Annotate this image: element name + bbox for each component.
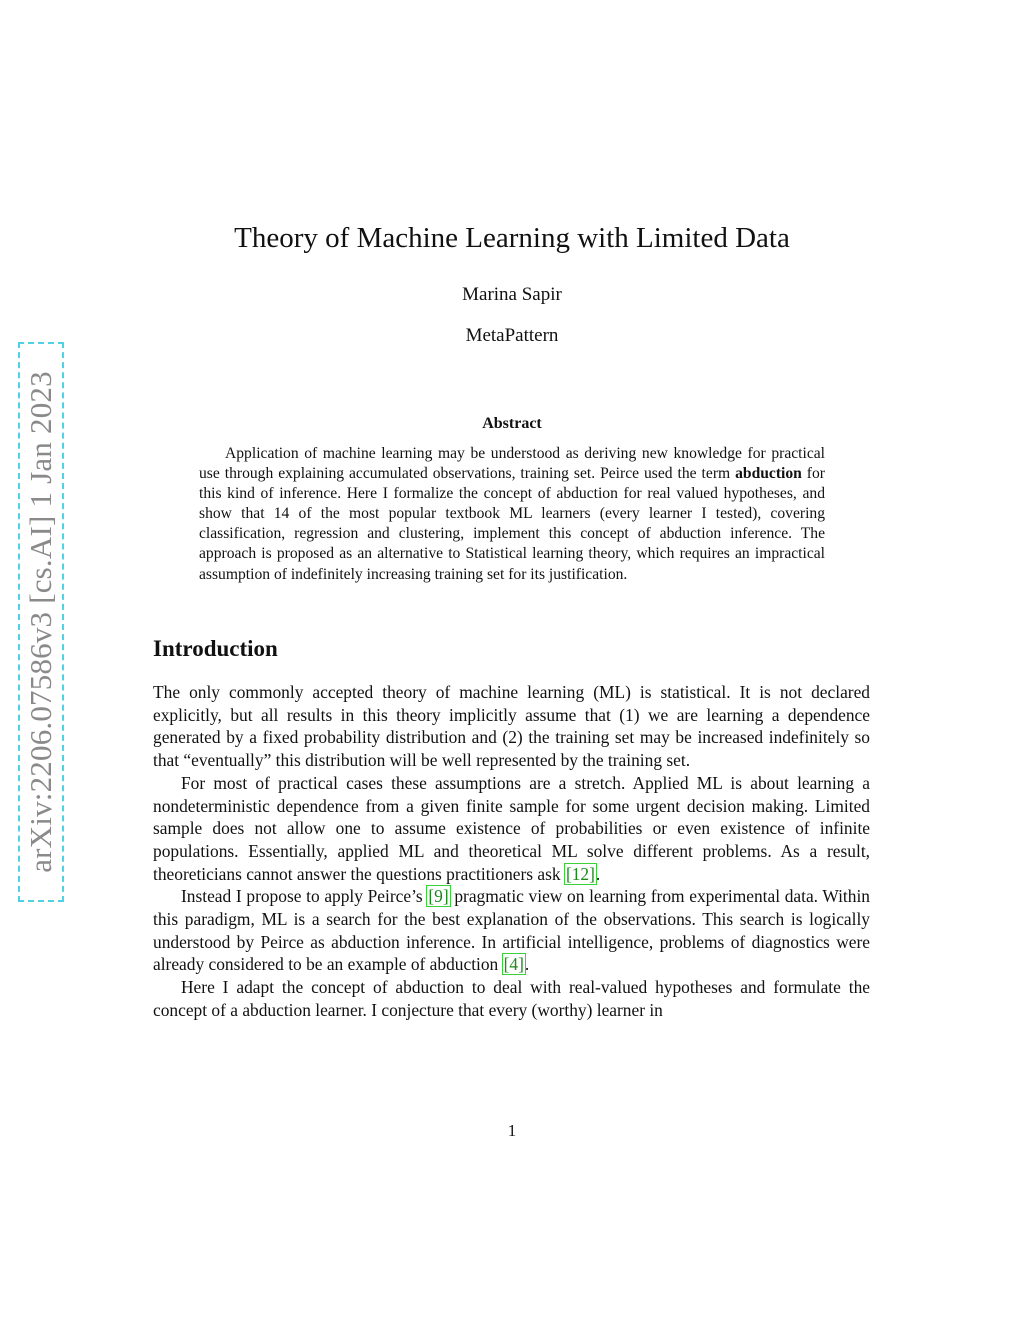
paragraph-2: [153, 772, 870, 886]
author-name: Marina Sapir: [462, 284, 562, 305]
abstract-heading: Abstract: [482, 415, 542, 432]
abstract-bold-term: abduction: [735, 465, 802, 483]
paragraph-3-text-a: Instead I propose to apply Peirce’s: [181, 886, 428, 907]
citation-link-9[interactable]: [9]: [428, 886, 449, 907]
paragraph-2-end: .: [595, 863, 601, 884]
page-number: 1: [507, 1121, 517, 1140]
paragraph-3: [153, 885, 870, 976]
paragraph-3-text-b: pragmatic view on learning from experimental data. Within this paradigm, ML is a search for the best explanation of the observations. This search is logically understood by Peirce as abduction inference. In artificial intelligence, problems of diagnostics were already considered to be an example of abduction: [153, 886, 870, 975]
paper-title: Theory of Machine Learning with Limited Data: [234, 222, 790, 254]
arxiv-stamp-text: arXiv:2206.07586v3 [cs.AI] 1 Jan 2023: [23, 371, 58, 873]
author-affiliation: MetaPattern: [465, 325, 559, 346]
section-heading-introduction: Introduction: [153, 636, 278, 661]
paragraph-4: Here I adapt the concept of abduction to deal with real-valued hypotheses and formulate the concept of a abduction learner. I conjecture that every (worthy) learner in: [153, 977, 870, 1020]
citation-link-4[interactable]: [4]: [503, 954, 524, 975]
citation-link-12[interactable]: [12]: [565, 863, 595, 884]
introduction-body: [153, 681, 870, 1022]
abstract-body: [199, 444, 825, 585]
paragraph-3-end: .: [524, 954, 530, 975]
paragraph-2-text: For most of practical cases these assumptions are a stretch. Applied ML is about learning a nondeterministic dependence from a given finite sample for some urgent decision making. Limited sample does not allow one to assume existence of probabilities or even existence of infinite populations. Essentially, applied ML and theoretical ML solve different problems. As a result, theoreticians cannot answer the questions practitioners ask: [153, 772, 870, 884]
abstract-text-part1: Application of machine learning may be understood as deriving new knowledge for practical use through explaining accumulated observations, training set. Peirce used the term: [199, 445, 825, 483]
abstract-text-part2: for this kind of inference. Here I formalize the concept of abduction for real valued hypotheses, and show that 14 of the most popular textbook ML learners (every learner I tested), covering classification, regression and clustering, implement this concept of abduction inference. The approach is proposed as an alternative to Statistical learning theory, which requires an impractical assumption of indefinitely increasing training set for its justification.: [199, 465, 825, 583]
paragraph-1: The only commonly accepted theory of machine learning (ML) is statistical. It is not declared explicitly, but all results in this theory implicitly assume that (1) we are learning a dependence generated by a fixed probability distribution and (2) the training set may be increased indefinitely so that “eventually” this distribution will be well represented by the training set.: [153, 682, 870, 771]
